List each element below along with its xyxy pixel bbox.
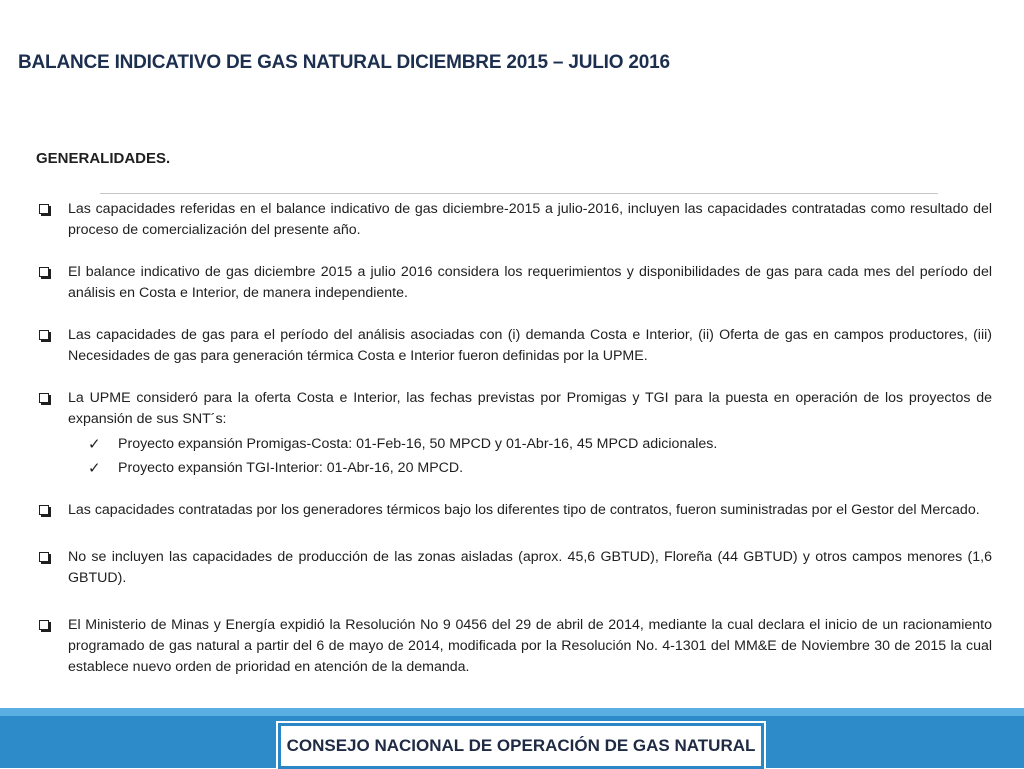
checkbox-square-icon [39,267,49,277]
list-item [36,262,992,304]
section-heading: GENERALIDADES. [36,150,171,167]
list-item [36,615,992,678]
checkbox-square-icon [39,204,49,214]
list-item [36,388,992,430]
bullet-list [36,199,992,678]
list-item-text: No se incluyen las capacidades de producción de las zonas aisladas (aprox. 45,6 GBTUD), Floreña (44 GBTUD) y otros campos menores (1,6 GBTUD). [68,549,992,586]
list-item-text: El balance indicativo de gas diciembre 2015 a julio 2016 considera los requerimientos y disponibilidades de gas para cada mes del período del análisis en Costa e Interior, de manera independiente. [68,264,992,301]
checkbox-square-icon [39,505,49,515]
footer-organization-label: CONSEJO NACIONAL DE OPERACIÓN DE GAS NATURAL [278,723,764,769]
checkmark-icon: ✓ [88,459,101,477]
list-item-text: El Ministerio de Minas y Energía expidió la Resolución No 9 0456 del 29 de abril de 2014, mediante la cual declara el inicio de un racionamiento programado de gas natural a partir del 6 de mayo de 2014, modificada por la Resolución No. 4-1301 del MM&E de Noviembre 30 de 2015 la cual establece nuevo orden de prioridad en atención de la demanda. [68,617,992,675]
checkmark-icon: ✓ [88,435,101,453]
list-item-text: Las capacidades referidas en el balance indicativo de gas diciembre-2015 a julio-2016, incluyen las capacidades contratadas como resultado del proceso de comercialización del presente año. [68,201,992,238]
slide-title: BALANCE INDICATIVO DE GAS NATURAL DICIEMBRE 2015 – JULIO 2016 [18,52,670,73]
sub-list [36,432,992,480]
checkbox-square-icon [39,552,49,562]
checkbox-square-icon [39,393,49,403]
list-item-text: Las capacidades de gas para el período del análisis asociadas con (i) demanda Costa e Interior, (ii) Oferta de gas en campos productores, (iii) Necesidades de gas para generación térmica Costa e Interior fueron definidas por la UPME. [68,327,992,364]
list-item [36,325,992,367]
sub-list-item [88,456,992,480]
sub-list-item-text: Proyecto expansión Promigas-Costa: 01-Feb-16, 50 MPCD y 01-Abr-16, 45 MPCD adicionales. [118,436,718,452]
divider-line [100,193,938,194]
list-item [36,547,992,589]
list-item-text: Las capacidades contratadas por los generadores térmicos bajo los diferentes tipo de contratos, fueron suministradas por el Gestor del Mercado. [68,502,980,518]
checkbox-square-icon [39,620,49,630]
checkbox-square-icon [39,330,49,340]
list-item [36,500,992,521]
list-item [36,199,992,241]
sub-list-item-text: Proyecto expansión TGI-Interior: 01-Abr-16, 20 MPCD. [118,460,464,476]
sub-list-item [88,432,992,456]
list-item-text: La UPME consideró para la oferta Costa e Interior, las fechas previstas por Promigas y TGI para la puesta en operación de los proyectos de expansión de sus SNT´s: [68,390,992,427]
footer-stripe [0,708,1024,716]
